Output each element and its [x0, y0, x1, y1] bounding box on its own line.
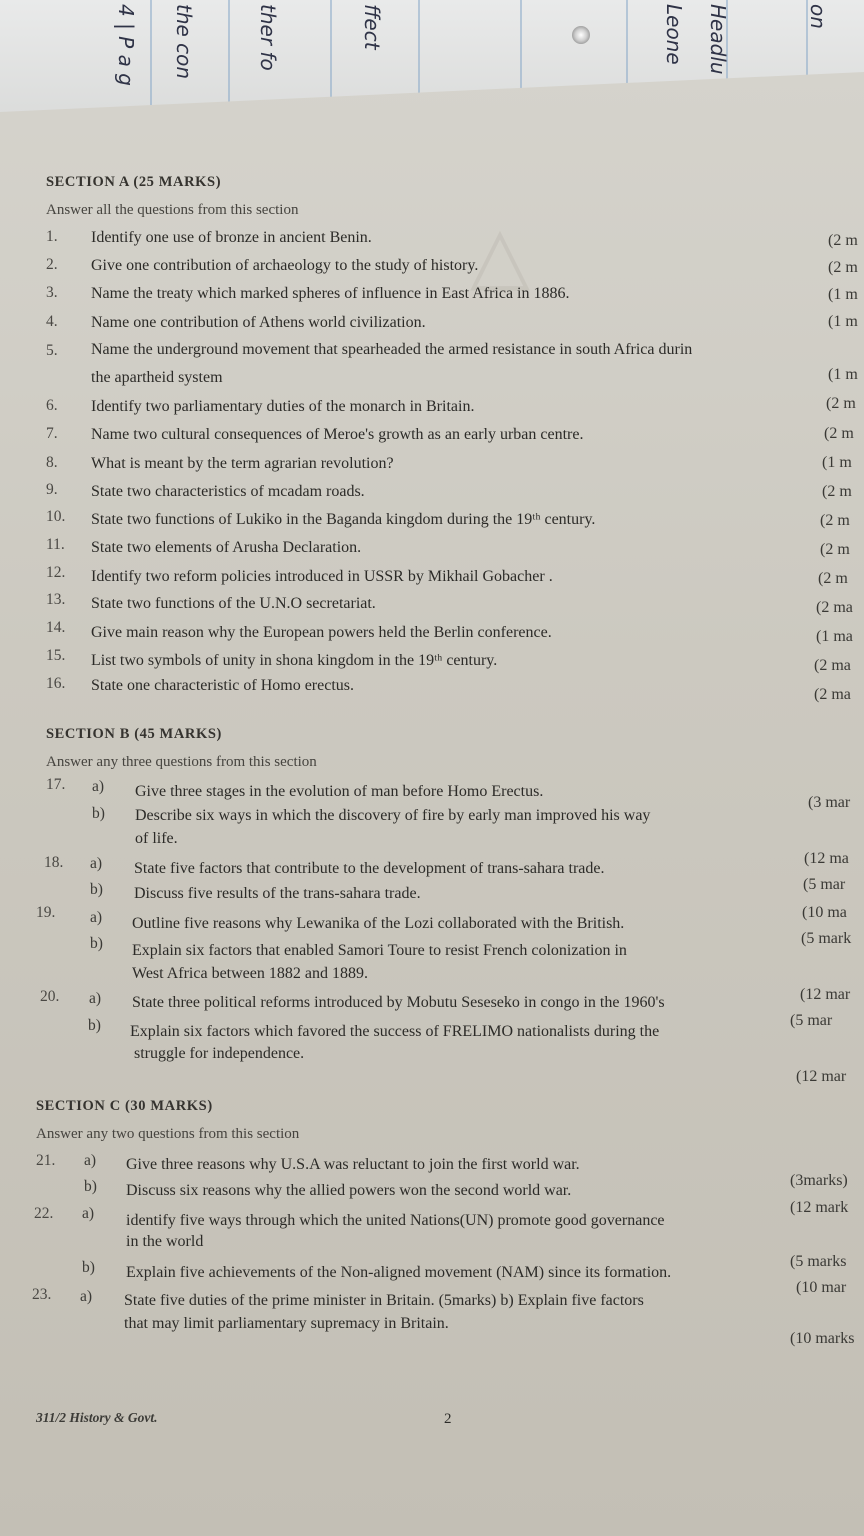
question-text: Name one contribution of Athens world civilization. — [91, 314, 426, 331]
question-text: State two characteristics of mcadam roads. — [91, 483, 365, 500]
question-text-continued: the apartheid system — [91, 369, 223, 386]
question-number: 1. — [46, 228, 58, 245]
notebook-scribble: on — [806, 4, 830, 29]
question-marks: (2 m — [828, 259, 858, 276]
question-marks: (2 m — [824, 425, 854, 442]
question-marks: (2 m — [822, 483, 852, 500]
question-number: 16. — [46, 675, 66, 692]
part-label: b) — [88, 1017, 101, 1034]
question-marks: (1 m — [828, 286, 858, 303]
question-number: 23. — [32, 1286, 52, 1303]
question-marks: (1 m — [822, 454, 852, 471]
question-text: State two functions of Lukiko in the Baganda kingdom during the 19ᵗʰ century. — [91, 511, 596, 528]
part-text: Give three stages in the evolution of man before Homo Erectus. — [135, 783, 544, 800]
part-text-continued: in the world — [126, 1233, 204, 1250]
question-number: 21. — [36, 1152, 56, 1169]
part-label: a) — [84, 1152, 97, 1169]
question-number: 9. — [46, 481, 58, 498]
question-number: 14. — [46, 619, 66, 636]
part-marks: (10 mar — [796, 1279, 847, 1296]
question-marks: (2 m — [828, 232, 858, 249]
question-text: State one characteristic of Homo erectus. — [91, 677, 354, 694]
notebook-scribble: 4 | P a g — [114, 4, 138, 86]
question-number: 20. — [40, 988, 60, 1005]
question-number: 22. — [34, 1205, 54, 1222]
part-label: a) — [89, 990, 102, 1007]
question-number: 15. — [46, 647, 66, 664]
part-text: Explain six factors which favored the success of FRELIMO nationalists during the — [130, 1023, 660, 1040]
part-label: a) — [92, 778, 105, 795]
question-number: 4. — [46, 313, 58, 330]
question-marks: (2 m — [826, 395, 856, 412]
question-text: State two functions of the U.N.O secretariat. — [91, 595, 376, 612]
section-a-heading: SECTION A (25 MARKS) — [46, 174, 222, 190]
part-marks: (3marks) — [790, 1172, 848, 1189]
section-b-heading: SECTION B (45 MARKS) — [46, 726, 222, 742]
part-marks: (5 marks — [790, 1253, 847, 1270]
background-watermark: △ — [470, 210, 536, 300]
question-text: What is meant by the term agrarian revolution? — [91, 455, 394, 472]
page-number: 2 — [444, 1411, 452, 1427]
question-marks: (2 m — [820, 541, 850, 558]
part-text: identify five ways through which the united Nations(UN) promote good governance — [126, 1212, 665, 1229]
question-text: Identify one use of bronze in ancient Benin. — [91, 229, 372, 246]
question-text: Name the underground movement that spearheaded the armed resistance in south Africa durin — [91, 341, 693, 358]
question-text: Give main reason why the European powers held the Berlin conference. — [91, 624, 552, 641]
question-number: 3. — [46, 284, 58, 301]
question-number: 7. — [46, 425, 58, 442]
notebook-scribble: ther fo — [256, 4, 280, 71]
question-marks: (2 m — [820, 512, 850, 529]
question-marks: (2 m — [818, 570, 848, 587]
question-text: Name the treaty which marked spheres of influence in East Africa in 1886. — [91, 285, 570, 302]
part-marks: (5 mark — [801, 930, 852, 947]
question-number: 2. — [46, 256, 58, 273]
part-text: Outline five reasons why Lewanika of the Lozi collaborated with the British. — [132, 915, 625, 932]
part-label: b) — [84, 1178, 97, 1195]
part-text-continued: of life. — [135, 830, 178, 847]
part-text: State five duties of the prime minister in Britain. (5marks) b) Explain five factors — [124, 1292, 644, 1309]
part-label: b) — [90, 935, 103, 952]
question-number: 17. — [46, 776, 66, 793]
question-marks: (2 ma — [814, 657, 851, 674]
part-text: Discuss five results of the trans-sahara trade. — [134, 885, 421, 902]
question-number: 5. — [46, 342, 58, 359]
notebook-scribble: Headlu — [706, 4, 730, 75]
notebook-scribble: Leone — [662, 4, 686, 65]
question-text: Identify two parliamentary duties of the monarch in Britain. — [91, 398, 475, 415]
question-number: 11. — [46, 536, 65, 553]
part-marks: (10 marks — [790, 1330, 855, 1347]
part-label: b) — [92, 805, 105, 822]
part-text-continued: struggle for independence. — [134, 1045, 305, 1062]
part-text: Give three reasons why U.S.A was reluctant to join the first world war. — [126, 1156, 580, 1173]
part-text: Explain five achievements of the Non-aligned movement (NAM) since its formation. — [126, 1264, 672, 1281]
part-text: Explain six factors that enabled Samori Toure to resist French colonization in — [132, 942, 627, 959]
part-label: a) — [90, 909, 103, 926]
notebook-scribble: ffect — [360, 4, 384, 50]
question-text: State two elements of Arusha Declaration. — [91, 539, 362, 556]
question-text: Give one contribution of archaeology to the study of history. — [91, 257, 479, 274]
part-marks: (12 mar — [796, 1068, 847, 1085]
question-text: Identify two reform policies introduced in USSR by Mikhail Gobacher . — [91, 568, 553, 585]
part-text: State five factors that contribute to the development of trans-sahara trade. — [134, 860, 605, 877]
part-text: State three political reforms introduced by Mobutu Seseseko in congo in the 1960's — [132, 994, 665, 1011]
question-text: List two symbols of unity in shona kingdom in the 19ᵗʰ century. — [91, 652, 498, 669]
part-marks: (12 ma — [804, 850, 849, 867]
notebook-scribble: the con — [172, 4, 196, 80]
question-number: 18. — [44, 854, 64, 871]
part-text: Describe six ways in which the discovery of fire by early man improved his way — [135, 807, 651, 824]
question-number: 19. — [36, 904, 56, 921]
part-marks: (3 mar — [808, 794, 851, 811]
question-number: 13. — [46, 591, 66, 608]
part-marks: (12 mar — [800, 986, 851, 1003]
section-b-instruction: Answer any three questions from this section — [46, 754, 317, 770]
part-label: b) — [82, 1259, 95, 1276]
paper-code: 311/2 History & Govt. — [36, 1410, 158, 1425]
part-label: b) — [90, 881, 103, 898]
question-marks: (2 ma — [814, 686, 851, 703]
part-marks: (5 mar — [803, 876, 846, 893]
question-number: 12. — [46, 564, 66, 581]
part-marks: (12 mark — [790, 1199, 849, 1216]
question-number: 8. — [46, 454, 58, 471]
section-a-instruction: Answer all the questions from this section — [46, 202, 299, 218]
question-marks: (1 m — [828, 313, 858, 330]
question-marks: (2 ma — [816, 599, 853, 616]
question-marks: (1 m — [828, 366, 858, 383]
section-c-instruction: Answer any two questions from this section — [36, 1126, 300, 1142]
part-text-continued: West Africa between 1882 and 1889. — [132, 965, 368, 982]
section-c-heading: SECTION C (30 MARKS) — [36, 1098, 213, 1114]
part-label: a) — [82, 1205, 95, 1222]
part-text-continued: that may limit parliamentary supremacy in Britain. — [124, 1315, 449, 1332]
question-text: Name two cultural consequences of Meroe's growth as an early urban centre. — [91, 426, 584, 443]
question-number: 10. — [46, 508, 66, 525]
part-marks: (5 mar — [790, 1012, 833, 1029]
part-text: Discuss six reasons why the allied powers won the second world war. — [126, 1182, 572, 1199]
part-label: a) — [80, 1288, 93, 1305]
question-number: 6. — [46, 397, 58, 414]
question-marks: (1 ma — [816, 628, 853, 645]
part-label: a) — [90, 855, 103, 872]
part-marks: (10 ma — [802, 904, 847, 921]
